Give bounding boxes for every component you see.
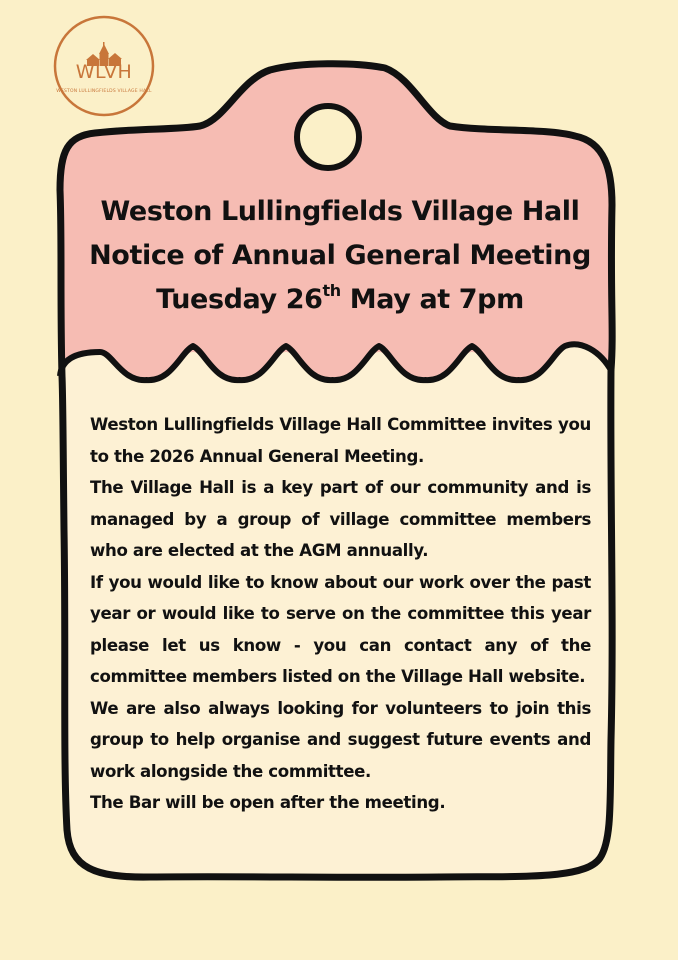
tag-hole (297, 106, 359, 168)
paragraph-volunteers: We are also always looking for volunteers to join this group to help organise and suggest future events and work alongside the committee. (90, 698, 591, 781)
header-date-ordinal: th (322, 281, 341, 300)
logo-text: WLVH (75, 61, 133, 83)
header-date-prefix: Tuesday 26 (156, 284, 323, 315)
notice-body (90, 409, 591, 819)
notice-header (70, 190, 610, 322)
paragraph-about-hall: The Village Hall is a key part of our community and is managed by a group of village committee members who are elected at the AGM annually. (90, 478, 591, 560)
logo-subtext: WESTON LULLINGFIELDS VILLAGE HALL (56, 89, 152, 94)
paragraph-contact: If you would like to know about our work over the past year or would like to serve on the committee this year please let us know - you can contact any of the committee members listed on the Village Hall website. (90, 572, 591, 686)
header-title: Weston Lullingfields Village Hall (100, 196, 580, 227)
header-date (70, 278, 610, 322)
paragraph-invitation: Weston Lullingfields Village Hall Committee invites you to the 2026 Annual General Meeting. (90, 415, 591, 466)
header-subtitle: Notice of Annual General Meeting (89, 240, 591, 271)
header-date-rest: May at 7pm (340, 284, 524, 315)
paragraph-bar: The Bar will be open after the meeting. (90, 793, 446, 812)
